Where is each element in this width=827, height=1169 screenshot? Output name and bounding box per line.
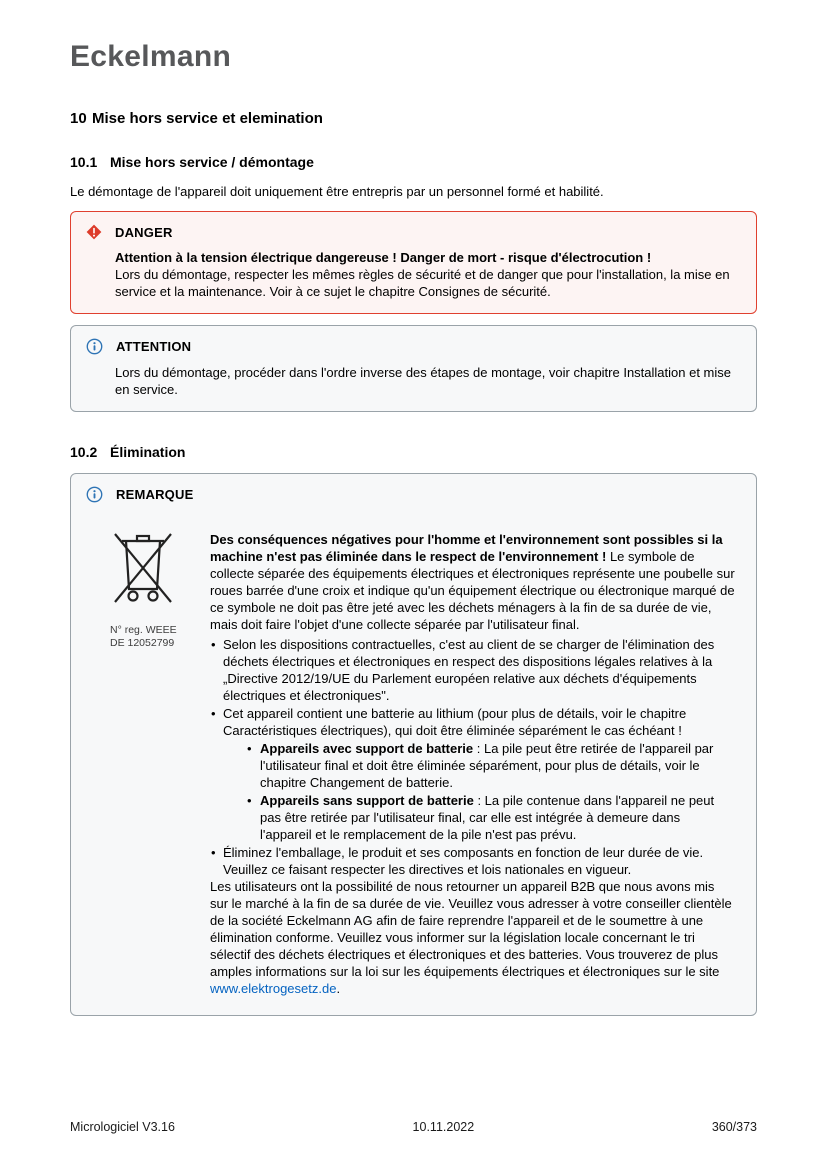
subsection-number: 10.2 (70, 444, 98, 460)
intro-paragraph: Le démontage de l'appareil doit uniquement être entrepris par un personnel formé et habilité. (70, 184, 604, 199)
footer-date: 10.11.2022 (412, 1120, 475, 1134)
remarque-box-header (86, 486, 741, 503)
info-circle-icon (86, 486, 103, 503)
elektrogesetz-link[interactable]: www.elektrogesetz.de (210, 981, 337, 996)
remarque-intro-rest: Le symbole de collecte séparée des équipements électriques et électroniques représente une poubelle sur roues barrée d'une croix et indique qu'un équipement électrique ou électronique marqué de ce symbole ne doit pas être jeté avec les déchets ménagers à la fin de sa durée de vie, mais doit faire l'objet d'une collecte séparée par l'utilisateur final. (210, 549, 735, 632)
danger-text: Lors du démontage, respecter les mêmes règles de sécurité et de danger que pour l'installation, la mise en service et la maintenance. Voir à ce sujet le chapitre Consignes de sécurité. (115, 267, 730, 299)
attention-title: ATTENTION (116, 339, 192, 354)
weee-symbol-column (110, 531, 206, 997)
danger-body (115, 249, 741, 300)
danger-headline: Attention à la tension électrique dangereuse ! Danger de mort - risque d'électrocution ! (115, 250, 652, 265)
remarque-intro-bold: Des conséquences négatives pour l'homme et l'environnement sont possibles si la machine n'est pas éliminée dans le respect de l'environnement ! (210, 532, 723, 564)
attention-admonition-box (70, 325, 757, 412)
danger-diamond-icon (86, 224, 102, 240)
remarque-closing-paragraph (210, 878, 735, 997)
section-title: Mise hors service et elemination (92, 110, 323, 127)
list-item (210, 705, 735, 843)
closing-text: Les utilisateurs ont la possibilité de nous retourner un appareil B2B que nous avons mis sur le marché à la fin de sa durée de vie. Veuillez vous adresser à votre conseiller clientèle de la société Eckelmann AG afin de faire reprendre l'appareil et de le soumettre à une élimination conforme. Veuillez vous informer sur la législation locale concernant le tri sélectif des déchets électriques et électroniques et des batteries. Vous trouverez de plus amples informations sur la loi sur les équipements électriques et électroniques sur le site (210, 879, 732, 979)
sub-bullet-rest: : La pile peut être retirée de l'appareil par l'utilisateur final et doit être éliminée séparément, pour plus de détails, voir le chapitre Changement de batterie. (260, 741, 714, 790)
weee-registration-caption (110, 624, 206, 650)
remarque-title: REMARQUE (116, 487, 194, 502)
page-footer (70, 1120, 757, 1134)
attention-body (115, 364, 741, 398)
subsection-title: Mise hors service / démontage (110, 154, 314, 170)
subsection-title: Élimination (110, 444, 186, 460)
attention-box-header (86, 338, 741, 355)
remarque-admonition-box (70, 473, 757, 1016)
weee-reg-line2: DE 12052799 (110, 637, 175, 649)
section-heading-10-1 (70, 154, 757, 170)
danger-admonition-box (70, 211, 757, 314)
remarque-intro-paragraph (210, 531, 735, 633)
weee-crossed-bin-icon (110, 596, 176, 613)
eckelmann-logo: Eckelmann (70, 40, 232, 73)
closing-period: . (336, 981, 341, 996)
weee-reg-line1: N° reg. WEEE (110, 624, 177, 636)
section-heading-10-2 (70, 444, 757, 460)
sub-bullet-bold: Appareils avec support de batterie (260, 741, 474, 756)
subsection-number: 10.1 (70, 154, 98, 170)
footer-firmware-version: Micrologiciel V3.16 (70, 1120, 175, 1134)
remarque-text-column (210, 531, 735, 997)
danger-title: DANGER (115, 224, 173, 240)
sub-bullet-bold: Appareils sans support de batterie (260, 793, 474, 808)
sub-bullet-rest: : La pile contenue dans l'appareil ne peut pas être retirée par l'utilisateur final, car elle est intégrée à demeure dans l'appareil et le remplacement de la pile n'est pas prévu. (260, 793, 715, 842)
remarque-content (86, 531, 741, 997)
section-heading-10 (70, 110, 757, 127)
remarque-sub-bullet-list (223, 740, 735, 843)
list-item (247, 740, 735, 791)
info-circle-icon (86, 338, 103, 355)
footer-page-number: 360/373 (711, 1120, 757, 1134)
list-item-text: Cet appareil contient une batterie au lithium (pour plus de détails, voir le chapitre Caractéristiques électriques), qui doit être éliminée séparément le cas échéant ! (223, 706, 687, 738)
danger-box-header (86, 224, 741, 240)
remarque-bullet-list (210, 636, 735, 878)
section-number: 10 (70, 110, 87, 127)
list-item: • Éliminez l'emballage, le produit et ses composants en fonction de leur durée de vie. Veuillez ce faisant respecter les directives et lois nationales en vigueur. (210, 844, 735, 878)
list-item (247, 792, 735, 843)
list-item: • Selon les dispositions contractuelles, c'est au client de se charger de l'élimination des déchets électriques et électroniques en respect des dispositions légales relatives à la „Directive 2012/19/UE du Parlement européen relative aux déchets d'équipements électriques et électroniques". (210, 636, 735, 704)
attention-text: Lors du démontage, procéder dans l'ordre inverse des étapes de montage, voir chapitre Installation et mise en service. (115, 365, 732, 397)
